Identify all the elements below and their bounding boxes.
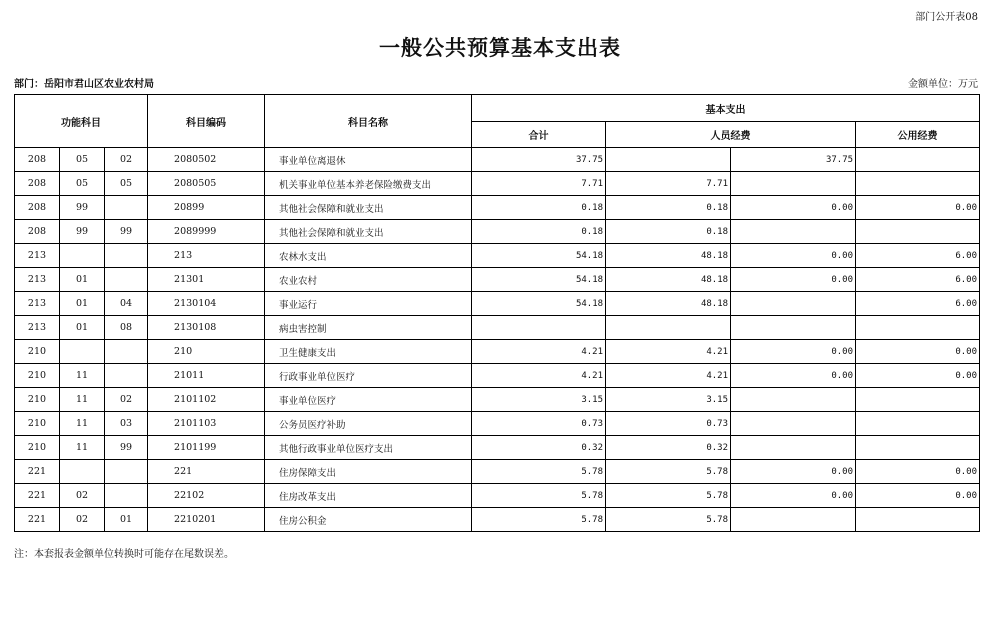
func-class-cell: 210 bbox=[15, 388, 60, 412]
subject-code-cell: 2080502 bbox=[148, 148, 265, 172]
footnote: 注：本套报表金额单位转换时可能存在尾数误差。 bbox=[14, 549, 234, 560]
public-expense-cell: 6.00 bbox=[856, 244, 980, 268]
total-cell: 37.75 bbox=[472, 148, 606, 172]
total-cell: 0.73 bbox=[472, 412, 606, 436]
personnel-cell: 0.73 bbox=[606, 412, 731, 436]
personnel-cell: 48.18 bbox=[606, 268, 731, 292]
func-item-cell: 01 bbox=[105, 508, 148, 532]
personnel-cell: 0.18 bbox=[606, 196, 731, 220]
func-item-cell bbox=[105, 364, 148, 388]
personnel-cell: 4.21 bbox=[606, 364, 731, 388]
personnel-sub-cell bbox=[731, 316, 856, 340]
personnel-sub-cell: 0.00 bbox=[731, 196, 856, 220]
total-cell: 5.78 bbox=[472, 484, 606, 508]
func-section-cell: 11 bbox=[60, 412, 105, 436]
personnel-cell: 7.71 bbox=[606, 172, 731, 196]
subject-name-cell: 卫生健康支出 bbox=[265, 340, 472, 364]
public-expense-cell bbox=[856, 436, 980, 460]
table-row bbox=[15, 436, 980, 460]
subject-code-cell: 21301 bbox=[148, 268, 265, 292]
personnel-cell bbox=[606, 316, 731, 340]
func-item-cell bbox=[105, 196, 148, 220]
personnel-sub-cell: 0.00 bbox=[731, 244, 856, 268]
func-item-cell: 02 bbox=[105, 388, 148, 412]
subject-code-cell: 2101103 bbox=[148, 412, 265, 436]
func-class-cell: 208 bbox=[15, 172, 60, 196]
personnel-sub-cell bbox=[731, 412, 856, 436]
table-row bbox=[15, 292, 980, 316]
personnel-cell: 48.18 bbox=[606, 244, 731, 268]
header-personnel: 人员经费 bbox=[606, 122, 856, 148]
total-cell: 54.18 bbox=[472, 244, 606, 268]
total-cell: 4.21 bbox=[472, 364, 606, 388]
header-public: 公用经费 bbox=[856, 122, 980, 148]
subject-code-cell: 213 bbox=[148, 244, 265, 268]
personnel-sub-cell: 0.00 bbox=[731, 340, 856, 364]
public-expense-cell bbox=[856, 148, 980, 172]
public-expense-cell bbox=[856, 172, 980, 196]
subject-name-cell: 事业单位离退休 bbox=[265, 148, 472, 172]
amount-unit-label: 金额单位：万元 bbox=[908, 79, 978, 90]
public-expense-cell: 0.00 bbox=[856, 196, 980, 220]
subject-name-cell: 住房改革支出 bbox=[265, 484, 472, 508]
table-row bbox=[15, 460, 980, 484]
func-class-cell: 213 bbox=[15, 268, 60, 292]
subject-code-cell: 2101199 bbox=[148, 436, 265, 460]
subject-code-cell: 2130108 bbox=[148, 316, 265, 340]
subject-name-cell: 行政事业单位医疗 bbox=[265, 364, 472, 388]
personnel-sub-cell: 37.75 bbox=[731, 148, 856, 172]
table-row bbox=[15, 484, 980, 508]
func-section-cell: 05 bbox=[60, 172, 105, 196]
func-section-cell: 05 bbox=[60, 148, 105, 172]
table-row bbox=[15, 412, 980, 436]
subject-name-cell: 公务员医疗补助 bbox=[265, 412, 472, 436]
total-cell: 54.18 bbox=[472, 268, 606, 292]
table-row bbox=[15, 316, 980, 340]
budget-table bbox=[14, 94, 980, 532]
total-cell: 5.78 bbox=[472, 460, 606, 484]
subject-code-cell: 221 bbox=[148, 460, 265, 484]
page-title: 一般公共预算基本支出表 bbox=[379, 35, 621, 60]
func-item-cell: 04 bbox=[105, 292, 148, 316]
department-label: 部门：岳阳市君山区农业农村局 bbox=[14, 79, 154, 90]
public-expense-cell bbox=[856, 412, 980, 436]
table-row bbox=[15, 244, 980, 268]
subject-code-cell: 22102 bbox=[148, 484, 265, 508]
func-section-cell: 02 bbox=[60, 508, 105, 532]
personnel-cell: 4.21 bbox=[606, 340, 731, 364]
func-section-cell bbox=[60, 340, 105, 364]
personnel-cell bbox=[606, 148, 731, 172]
subject-code-cell: 2210201 bbox=[148, 508, 265, 532]
subject-code-cell: 2089999 bbox=[148, 220, 265, 244]
personnel-sub-cell bbox=[731, 220, 856, 244]
total-cell: 0.32 bbox=[472, 436, 606, 460]
func-item-cell bbox=[105, 268, 148, 292]
func-item-cell: 05 bbox=[105, 172, 148, 196]
table-row bbox=[15, 268, 980, 292]
total-cell: 0.18 bbox=[472, 220, 606, 244]
func-section-cell: 11 bbox=[60, 388, 105, 412]
func-section-cell: 11 bbox=[60, 364, 105, 388]
personnel-sub-cell: 0.00 bbox=[731, 268, 856, 292]
total-cell: 4.21 bbox=[472, 340, 606, 364]
table-row bbox=[15, 172, 980, 196]
personnel-sub-cell bbox=[731, 172, 856, 196]
func-class-cell: 210 bbox=[15, 412, 60, 436]
subject-code-cell: 21011 bbox=[148, 364, 265, 388]
func-item-cell: 99 bbox=[105, 220, 148, 244]
subject-code-cell: 210 bbox=[148, 340, 265, 364]
table-row bbox=[15, 508, 980, 532]
func-class-cell: 210 bbox=[15, 436, 60, 460]
personnel-sub-cell bbox=[731, 292, 856, 316]
public-expense-cell bbox=[856, 316, 980, 340]
personnel-cell: 5.78 bbox=[606, 484, 731, 508]
table-row bbox=[15, 388, 980, 412]
form-number: 部门公开表08 bbox=[915, 12, 978, 23]
subject-code-cell: 2130104 bbox=[148, 292, 265, 316]
subject-name-cell: 其他社会保障和就业支出 bbox=[265, 220, 472, 244]
subject-code-cell: 2080505 bbox=[148, 172, 265, 196]
func-item-cell bbox=[105, 484, 148, 508]
personnel-cell: 5.78 bbox=[606, 508, 731, 532]
total-cell: 5.78 bbox=[472, 508, 606, 532]
func-section-cell: 01 bbox=[60, 268, 105, 292]
personnel-sub-cell bbox=[731, 388, 856, 412]
table-row bbox=[15, 196, 980, 220]
header-func-subject: 功能科目 bbox=[15, 95, 148, 148]
subject-name-cell: 农业农村 bbox=[265, 268, 472, 292]
func-class-cell: 208 bbox=[15, 220, 60, 244]
func-item-cell: 99 bbox=[105, 436, 148, 460]
public-expense-cell bbox=[856, 220, 980, 244]
func-class-cell: 210 bbox=[15, 340, 60, 364]
func-class-cell: 210 bbox=[15, 364, 60, 388]
func-class-cell: 208 bbox=[15, 196, 60, 220]
func-class-cell: 213 bbox=[15, 292, 60, 316]
subject-name-cell: 事业运行 bbox=[265, 292, 472, 316]
subject-name-cell: 住房保障支出 bbox=[265, 460, 472, 484]
public-expense-cell: 0.00 bbox=[856, 364, 980, 388]
table-body bbox=[15, 148, 980, 532]
table-row bbox=[15, 364, 980, 388]
table-row bbox=[15, 148, 980, 172]
func-section-cell: 99 bbox=[60, 220, 105, 244]
public-expense-cell bbox=[856, 508, 980, 532]
func-class-cell: 221 bbox=[15, 508, 60, 532]
subject-name-cell: 住房公积金 bbox=[265, 508, 472, 532]
func-item-cell: 03 bbox=[105, 412, 148, 436]
personnel-sub-cell: 0.00 bbox=[731, 484, 856, 508]
func-item-cell bbox=[105, 340, 148, 364]
personnel-cell: 3.15 bbox=[606, 388, 731, 412]
personnel-cell: 48.18 bbox=[606, 292, 731, 316]
subject-name-cell: 病虫害控制 bbox=[265, 316, 472, 340]
func-section-cell: 11 bbox=[60, 436, 105, 460]
func-item-cell bbox=[105, 460, 148, 484]
public-expense-cell: 0.00 bbox=[856, 460, 980, 484]
func-section-cell: 01 bbox=[60, 316, 105, 340]
public-expense-cell bbox=[856, 388, 980, 412]
public-expense-cell: 6.00 bbox=[856, 268, 980, 292]
personnel-cell: 0.32 bbox=[606, 436, 731, 460]
total-cell: 0.18 bbox=[472, 196, 606, 220]
func-class-cell: 213 bbox=[15, 316, 60, 340]
subject-name-cell: 其他行政事业单位医疗支出 bbox=[265, 436, 472, 460]
subject-name-cell: 事业单位医疗 bbox=[265, 388, 472, 412]
public-expense-cell: 0.00 bbox=[856, 484, 980, 508]
total-cell: 3.15 bbox=[472, 388, 606, 412]
personnel-sub-cell: 0.00 bbox=[731, 364, 856, 388]
func-section-cell bbox=[60, 244, 105, 268]
func-class-cell: 221 bbox=[15, 484, 60, 508]
func-class-cell: 221 bbox=[15, 460, 60, 484]
func-class-cell: 213 bbox=[15, 244, 60, 268]
total-cell: 7.71 bbox=[472, 172, 606, 196]
total-cell: 54.18 bbox=[472, 292, 606, 316]
personnel-sub-cell bbox=[731, 508, 856, 532]
func-item-cell: 08 bbox=[105, 316, 148, 340]
personnel-cell: 5.78 bbox=[606, 460, 731, 484]
func-class-cell: 208 bbox=[15, 148, 60, 172]
public-expense-cell: 0.00 bbox=[856, 340, 980, 364]
func-item-cell bbox=[105, 244, 148, 268]
personnel-sub-cell: 0.00 bbox=[731, 460, 856, 484]
table-row bbox=[15, 220, 980, 244]
subject-name-cell: 农林水支出 bbox=[265, 244, 472, 268]
func-section-cell: 99 bbox=[60, 196, 105, 220]
public-expense-cell: 6.00 bbox=[856, 292, 980, 316]
personnel-sub-cell bbox=[731, 436, 856, 460]
subject-name-cell: 其他社会保障和就业支出 bbox=[265, 196, 472, 220]
header-subject-code: 科目编码 bbox=[148, 95, 265, 148]
personnel-cell: 0.18 bbox=[606, 220, 731, 244]
header-basic-expense: 基本支出 bbox=[472, 95, 980, 122]
func-item-cell: 02 bbox=[105, 148, 148, 172]
func-section-cell bbox=[60, 460, 105, 484]
total-cell bbox=[472, 316, 606, 340]
subject-code-cell: 20899 bbox=[148, 196, 265, 220]
subject-code-cell: 2101102 bbox=[148, 388, 265, 412]
subject-name-cell: 机关事业单位基本养老保险缴费支出 bbox=[265, 172, 472, 196]
func-section-cell: 01 bbox=[60, 292, 105, 316]
header-total: 合计 bbox=[472, 122, 606, 148]
table-row bbox=[15, 340, 980, 364]
header-subject-name: 科目名称 bbox=[265, 95, 472, 148]
func-section-cell: 02 bbox=[60, 484, 105, 508]
